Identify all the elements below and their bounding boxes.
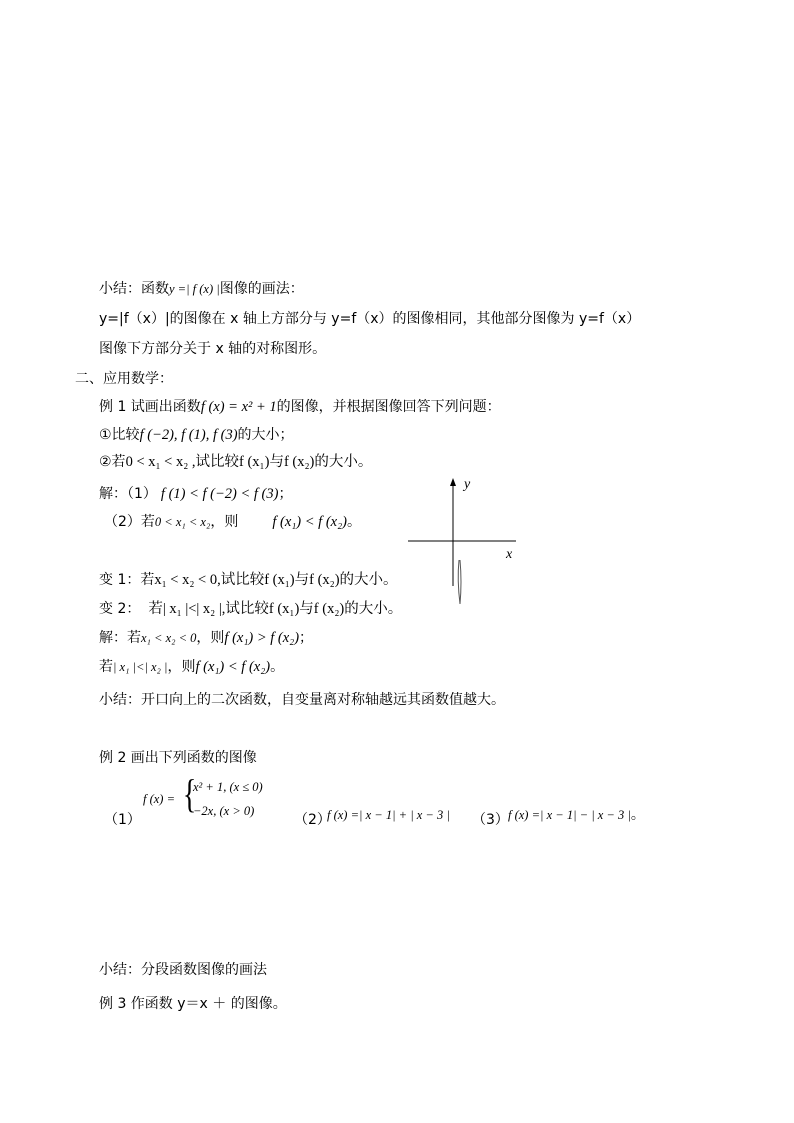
example2-p2-formula: f (x) =| x − 1| + | x − 3 |: [327, 808, 450, 822]
example1-solution2: [104, 512, 361, 532]
example1-sol2-prefix: （2）若: [104, 514, 155, 530]
variant-sol-line1-cond: x₁ < x₂ < 0: [141, 631, 197, 645]
example2-p3-end: 。: [630, 807, 645, 823]
example1-q1-formula: f (−2), f (1), f (3): [139, 427, 238, 443]
example2-p1-brace: {: [182, 771, 197, 816]
example1-sol1-formula: f (1) < f (−2) < f (3): [160, 486, 279, 502]
stray-mark: [458, 560, 461, 604]
example2-title: 例 2 画出下列函数的图像: [99, 750, 257, 766]
summary1-label: 小结：函数: [99, 281, 169, 297]
variant2-formula: 若| x₁ |<| x₂ |,试比较f (x₁)与f (x₂)的大小。: [148, 601, 403, 617]
variant-sol-line2-then: ，则: [167, 659, 196, 675]
example1-q1-suffix: 的大小；: [237, 427, 294, 443]
example1-sol-label: 解：（1）: [99, 486, 157, 502]
variant1-prefix: 变 1：若: [99, 572, 155, 588]
summary1-formula: y =| f (x) |: [169, 282, 220, 296]
example1-q2-formula: 0 < x₁ < x₂ ,试比较f (x₁)与f (x₂)的大小。: [125, 454, 373, 470]
variant-solution-line2: [99, 657, 284, 677]
section2-heading: 二、应用数学：: [75, 371, 173, 387]
variant1-line: [99, 570, 398, 590]
summary1-line: [99, 279, 304, 299]
example2-p1-case2: −2x, (x > 0): [193, 804, 255, 818]
summary2-text: 小结：开口向上的二次函数，自变量离对称轴越远其函数值越大。: [99, 692, 505, 708]
variant-sol-line2-prefix: 若: [99, 659, 113, 675]
variant-sol-line1-then: ，则: [196, 630, 225, 646]
example1-sol2-result: f (x₁) < f (x₂): [272, 514, 347, 530]
example1-q1: [99, 425, 294, 445]
example3-text: 例 3 作函数 y＝x ＋ 的图像。: [99, 996, 287, 1012]
variant-sol-line2-cond: | x₁ |<| x₂ |: [113, 660, 168, 674]
variant2-line: [99, 599, 402, 619]
variant-sol-line1-result: f (x₁) > f (x₂): [224, 630, 300, 646]
example2-p3-formula: f (x) =| x − 1| − | x − 3 |: [508, 808, 631, 822]
variant-sol-line2-result: f (x₁) < f (x₂): [195, 659, 271, 675]
x-axis-label: x: [506, 547, 513, 562]
summary3-text: 小结：分段函数图像的画法: [99, 962, 267, 978]
example2-p1-case1: x² + 1, (x ≤ 0): [193, 780, 263, 794]
summary1-body-line1: y=|f（x）|的图像在 x 轴上方部分与 y=f（x）的图像相同，其他部分图像为 y=f（x）: [99, 311, 641, 327]
example1-sol1-end: ；: [278, 486, 293, 502]
example1-sol2-cond: 0 < x₁ < x₂: [154, 515, 211, 529]
example1-intro-before: 例 1 试画出函数: [99, 399, 201, 415]
example2-p3: [508, 805, 645, 825]
example2-p1-lhs: f (x) =: [143, 792, 176, 806]
example1-sol2-end: 。: [346, 514, 361, 530]
variant1-formula: x₁ < x₂ < 0,试比较f (x₁)与f (x₂)的大小。: [154, 572, 398, 588]
example1-sol2-then: ，则: [210, 514, 239, 530]
example1-intro-formula: f (x) = x² + 1: [200, 399, 277, 415]
y-axis-arrow: [450, 478, 456, 486]
example1-intro: [99, 397, 501, 417]
example2-p2-label: （2）: [294, 812, 331, 828]
example1-q1-prefix: ①比较: [99, 427, 140, 443]
variant-sol-line1-prefix: 解：若: [99, 630, 141, 646]
example1-solution1: [99, 484, 292, 504]
variant-sol-line1-end: ；: [299, 630, 314, 646]
example2-p1-label: （1）: [104, 812, 141, 828]
example2-p3-label: （3）: [472, 812, 509, 828]
coordinate-axes: [400, 470, 530, 610]
variant-solution-line1: [99, 628, 313, 648]
summary1-body-line2: 图像下方部分关于 x 轴的对称图形。: [99, 341, 327, 357]
y-axis-label: y: [464, 477, 471, 492]
example1-q2-prefix: ②若: [99, 454, 126, 470]
variant-sol-line2-end: 。: [270, 659, 285, 675]
variant2-prefix: 变 2：: [99, 601, 141, 617]
summary1-after: 图像的画法：: [219, 281, 304, 297]
example1-intro-after: 的图像，并根据图像回答下列问题：: [276, 399, 501, 415]
example1-q2: [99, 452, 372, 472]
